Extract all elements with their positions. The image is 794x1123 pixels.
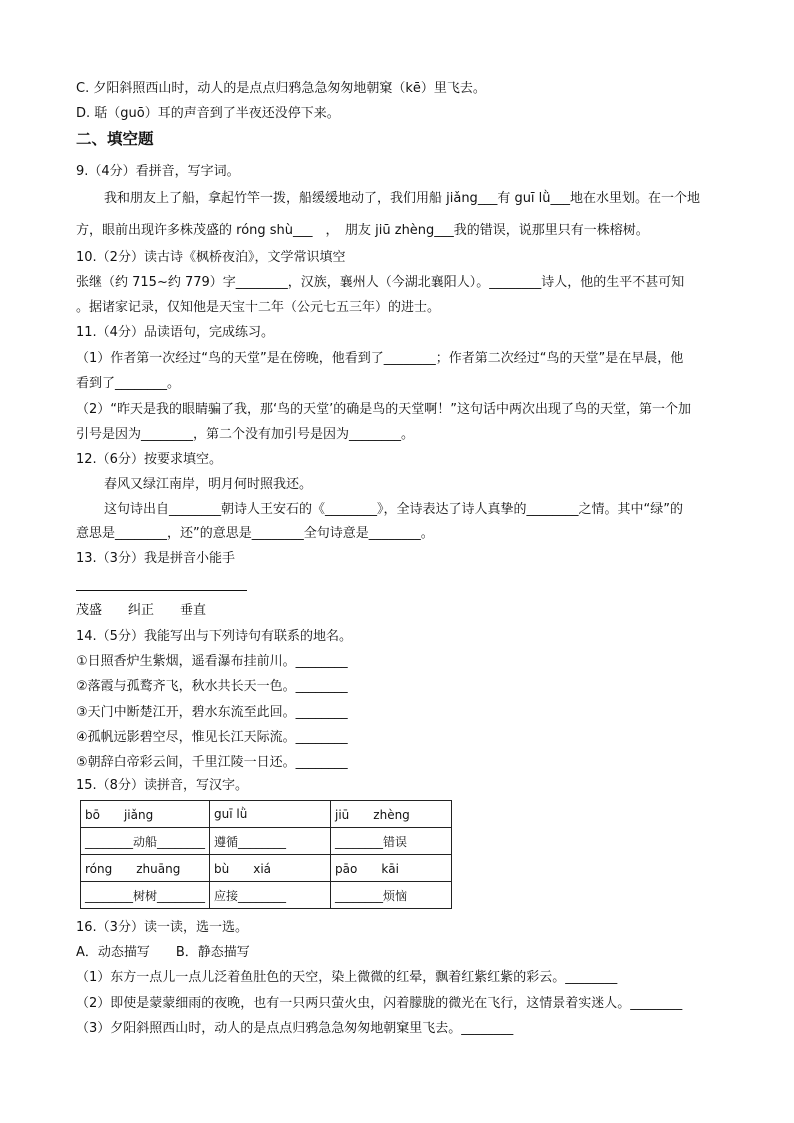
q12-line1: 这句诗出自________朝诗人王安石的《________》，全诗表达了诗人真挚的________之情。其中“绿”的 — [104, 502, 683, 517]
q13-words: 茂盛 纠正 垂直 — [76, 603, 207, 618]
q9-para1: 我和朋友上了船，拿起竹竿一拨，船缓缓地动了，我们用船 jiǎng___有 guī lǜ___地在水里划。在一个地 — [104, 191, 701, 206]
q15-title: 15.（8分）读拼音，写汉字。 — [76, 778, 248, 793]
table-cell: bō jiǎng — [81, 801, 210, 828]
q11-line1: （1）作者第一次经过“鸟的天堂”是在傍晚，他看到了________；作者第二次经过“鸟的天堂”是在早晨，他 — [76, 351, 684, 366]
q10-title: 10.（2分）读古诗《枫桥夜泊》，文学常识填空 — [76, 250, 346, 265]
q14-item-5: ⑤朝辞白帝彩云间，千里江陵一日还。________ — [76, 755, 348, 770]
option-c: C. 夕阳斜照西山时，动人的是点点归鸦急急匆匆地朝窠（kē）里飞去。 — [76, 81, 486, 96]
table-cell: róng zhuāng — [81, 855, 210, 882]
q14-item-3: ③天门中断楚江开，碧水东流至此回。________ — [76, 705, 348, 720]
table-row — [81, 828, 452, 855]
table-cell: guī lǜ — [210, 801, 331, 828]
table-cell: 应接________ — [210, 882, 331, 909]
q9-para2: 方，眼前出现许多株茂盛的 róng shù___ ， 朋友 jiū zhèng___我的错误，说那里只有一株榕树。 — [76, 223, 649, 238]
q11-line3: （2）“昨天是我的眼睛骗了我，那‘鸟的天堂’的确是鸟的天堂啊！”这句话中两次出现了鸟的天堂，第一个加 — [76, 402, 692, 417]
table-row — [81, 801, 452, 828]
q12-line2: 意思是________，还”的意思是________全句诗意是________。 — [76, 526, 434, 541]
table-cell: pāo kāi — [331, 855, 452, 882]
table-cell: ________错误 — [331, 828, 452, 855]
q14-item-1: ①日照香炉生紫烟，遥看瀑布挂前川。________ — [76, 654, 348, 669]
q16-item-3: （3）夕阳斜照西山时，动人的是点点归鸦急急匆匆地朝窠里飞去。________ — [76, 1021, 514, 1036]
q16-item-1: （1）东方一点儿一点儿泛着鱼肚色的天空，染上微微的红晕，飘着红紫红紫的彩云。________ — [76, 970, 618, 985]
table-cell: ________烦恼 — [331, 882, 452, 909]
q13-title: 13.（3分）我是拼音小能手 — [76, 551, 235, 566]
q14-item-2: ②落霞与孤鹜齐飞，秋水共长天一色。________ — [76, 679, 348, 694]
q9-title: 9.（4分）看拼音，写字词。 — [76, 164, 240, 179]
table-cell: jiū zhèng — [331, 801, 452, 828]
q11-line2: 看到了________。 — [76, 376, 181, 391]
section-title: 二、填空题 — [76, 130, 154, 148]
q11-line4: 引号是因为________，第二个没有加引号是因为________。 — [76, 427, 415, 442]
table-row — [81, 882, 452, 909]
q16-options: A．动态描写 B．静态描写 — [76, 945, 250, 960]
table-cell: 遵循________ — [210, 828, 331, 855]
q12-title: 12.（6分）按要求填空。 — [76, 452, 222, 467]
q14-title: 14.（5分）我能写出与下列诗句有联系的地名。 — [76, 629, 352, 644]
table-row — [81, 855, 452, 882]
q11-title: 11.（4分）品读语句，完成练习。 — [76, 325, 274, 340]
q10-para2: 。据诸家记录，仅知他是天宝十二年（公元七五三年）的进士。 — [76, 300, 441, 315]
q16-item-2: （2）即使是蒙蒙细雨的夜晚，也有一只两只萤火虫，闪着朦胧的微光在飞行，这情景着实迷人。________ — [76, 996, 683, 1011]
q10-para1: 张继（约 715~约 779）字________，汉族，襄州人（今湖北襄阳人）。________诗人，他的生平不甚可知 — [76, 275, 685, 290]
option-d: D. 聒（guō）耳的声音到了半夜还没停下来。 — [76, 106, 340, 121]
table-cell: bù xiá — [210, 855, 331, 882]
q13-answer-line — [76, 590, 247, 592]
q12-poem: 春风又绿江南岸，明月何时照我还。 — [104, 477, 313, 492]
pinyin-table — [80, 800, 452, 909]
table-cell: ________动船________ — [81, 828, 210, 855]
table-cell: ________树树________ — [81, 882, 210, 909]
q16-title: 16.（3分）读一读，选一选。 — [76, 920, 248, 935]
q14-item-4: ④孤帆远影碧空尽，惟见长江天际流。________ — [76, 730, 348, 745]
